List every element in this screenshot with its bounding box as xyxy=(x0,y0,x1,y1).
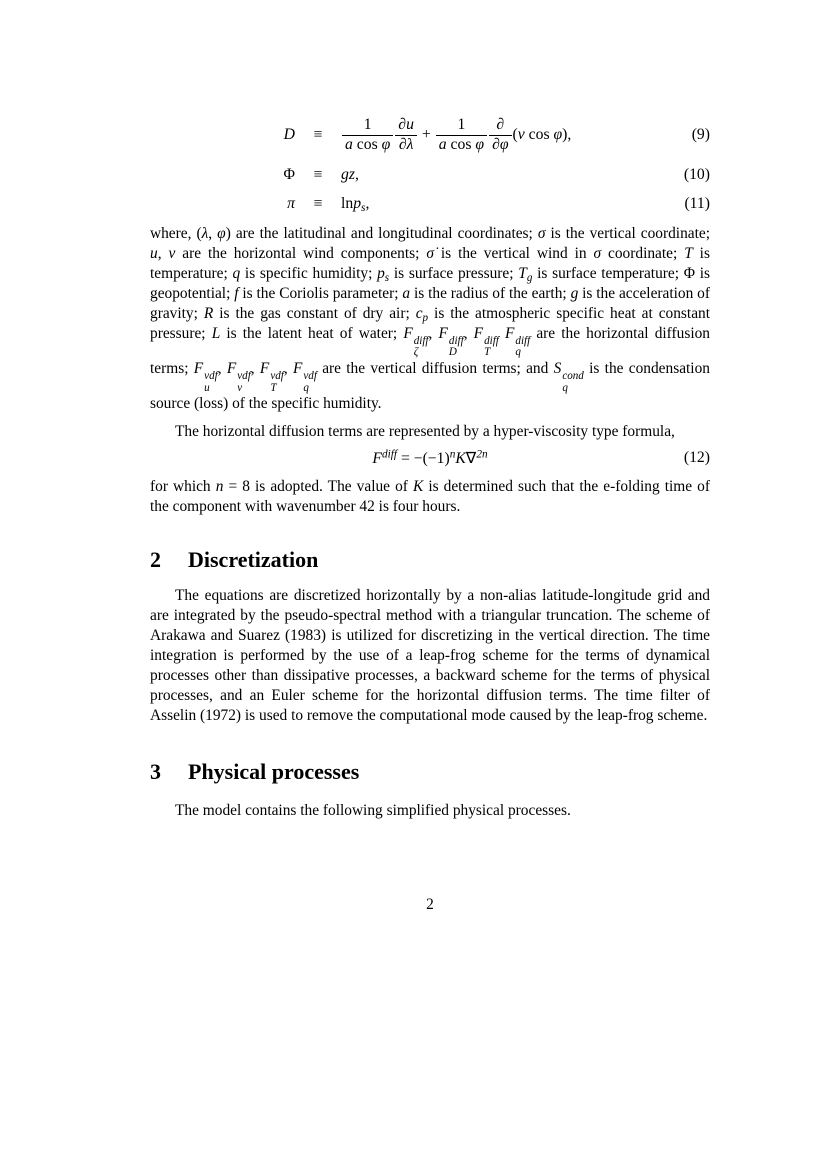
equation-11-rhs: ln $p_s$ , xyxy=(341,195,370,214)
equiv-symbol: ≡ xyxy=(313,195,323,212)
equation-10-lhs: Φ xyxy=(283,166,295,183)
equation-9-lhs: D xyxy=(283,126,295,143)
equation-11-lhs: π xyxy=(287,195,295,212)
text-block xyxy=(150,0,710,821)
fraction-d-dphi: $\frac{\partial}{\partial\varphi}$ xyxy=(489,116,511,154)
equation-10 xyxy=(150,160,710,190)
equation-12-number: (12) xyxy=(683,449,710,467)
equation-10-number: (10) xyxy=(683,166,710,183)
section-heading-physical-processes xyxy=(150,759,710,785)
section-number: 2 xyxy=(150,546,161,572)
section-title: Physical processes xyxy=(188,758,360,784)
equiv-symbol: ≡ xyxy=(313,166,323,183)
equation-block xyxy=(150,110,710,218)
section-number: 3 xyxy=(150,758,161,784)
fraction-du-dlambda: $\frac{\partial u}{\partial\lambda}$ xyxy=(395,116,417,154)
equation-9-number: (9) xyxy=(691,126,710,143)
equation-11-number: (11) xyxy=(684,195,710,212)
equation-9-rhs xyxy=(341,116,571,154)
paragraph-physical-processes-intro: The model contains the following simplified physical processes. xyxy=(175,802,571,820)
equation-9 xyxy=(150,110,710,160)
paragraph-n-equals-8: for which n = 8 is adopted. The value of K is determined such that the e-folding time of the component with wavenumber 42 is four hours. xyxy=(150,478,710,515)
equation-12 xyxy=(150,445,710,471)
fraction-1-over-acos-2: $\frac{1}{\text{a cos φ}}$ xyxy=(436,116,487,154)
section-title: Discretization xyxy=(188,546,319,572)
equiv-symbol: ≡ xyxy=(313,126,323,143)
plus-operator: + xyxy=(421,126,431,143)
equation-9-tail: (v cos φ), xyxy=(512,126,572,143)
equation-11 xyxy=(150,190,710,218)
paragraph-discretization-body: The equations are discretized horizontally by a non-alias latitude-longitude grid and are integrated by the pseudo-spectral method with a triangular truncation. The scheme of Arakawa and Suarez (1983) is utilized for discretizing in the vertical direction. The time integration is performed by the use of a leap-frog scheme for the terms of dynamical processes other than dissipative processes, a backward scheme for the terms of physical processes, and an Euler scheme for the horizontal diffusion terms. The time filter of Asselin (1972) is used to remove the computational mode caused by the leap-frog scheme. xyxy=(150,587,710,724)
paragraph-symbol-definitions: where, (λ, φ) are the latitudinal and longitudinal coordinates; σ is the vertical coordinate; u, v are the horizontal wind components; σ̇ is the vertical wind in σ coordinate; T is temperature; q is specific humidity; $p_s$ is surface pressure; $T_g$ is surface temperature; Φ is geopotential; f is the Coriolis parameter; a is the radius of the earth; g is the acceleration of gravity; R is the gas constant of dry air; $c_p$ is the atmospheric specific heat at constant pressure; L is the latent heat of water; F diff ζ , F diff D , F diff T F diff q are the horizontal diffusion terms; F vdf u , F vdf v , F vdf T , F vdf q are the vertical diffusion terms; and S cond q is the condensation source (loss) of the specific humidity. xyxy=(150,225,711,413)
equation-12-body: $F^{diff} = -(-1)^nK\nabla^{2n}$ xyxy=(372,448,488,468)
page-number: 2 xyxy=(426,896,434,913)
section-heading-discretization xyxy=(150,547,710,573)
equation-10-rhs: gz , xyxy=(341,166,359,183)
fraction-1-over-acos: $\frac{1}{\text{a cos φ}}$ xyxy=(342,116,393,154)
paragraph-hyperviscosity-intro: The horizontal diffusion terms are represented by a hyper-viscosity type formula, xyxy=(175,423,675,441)
